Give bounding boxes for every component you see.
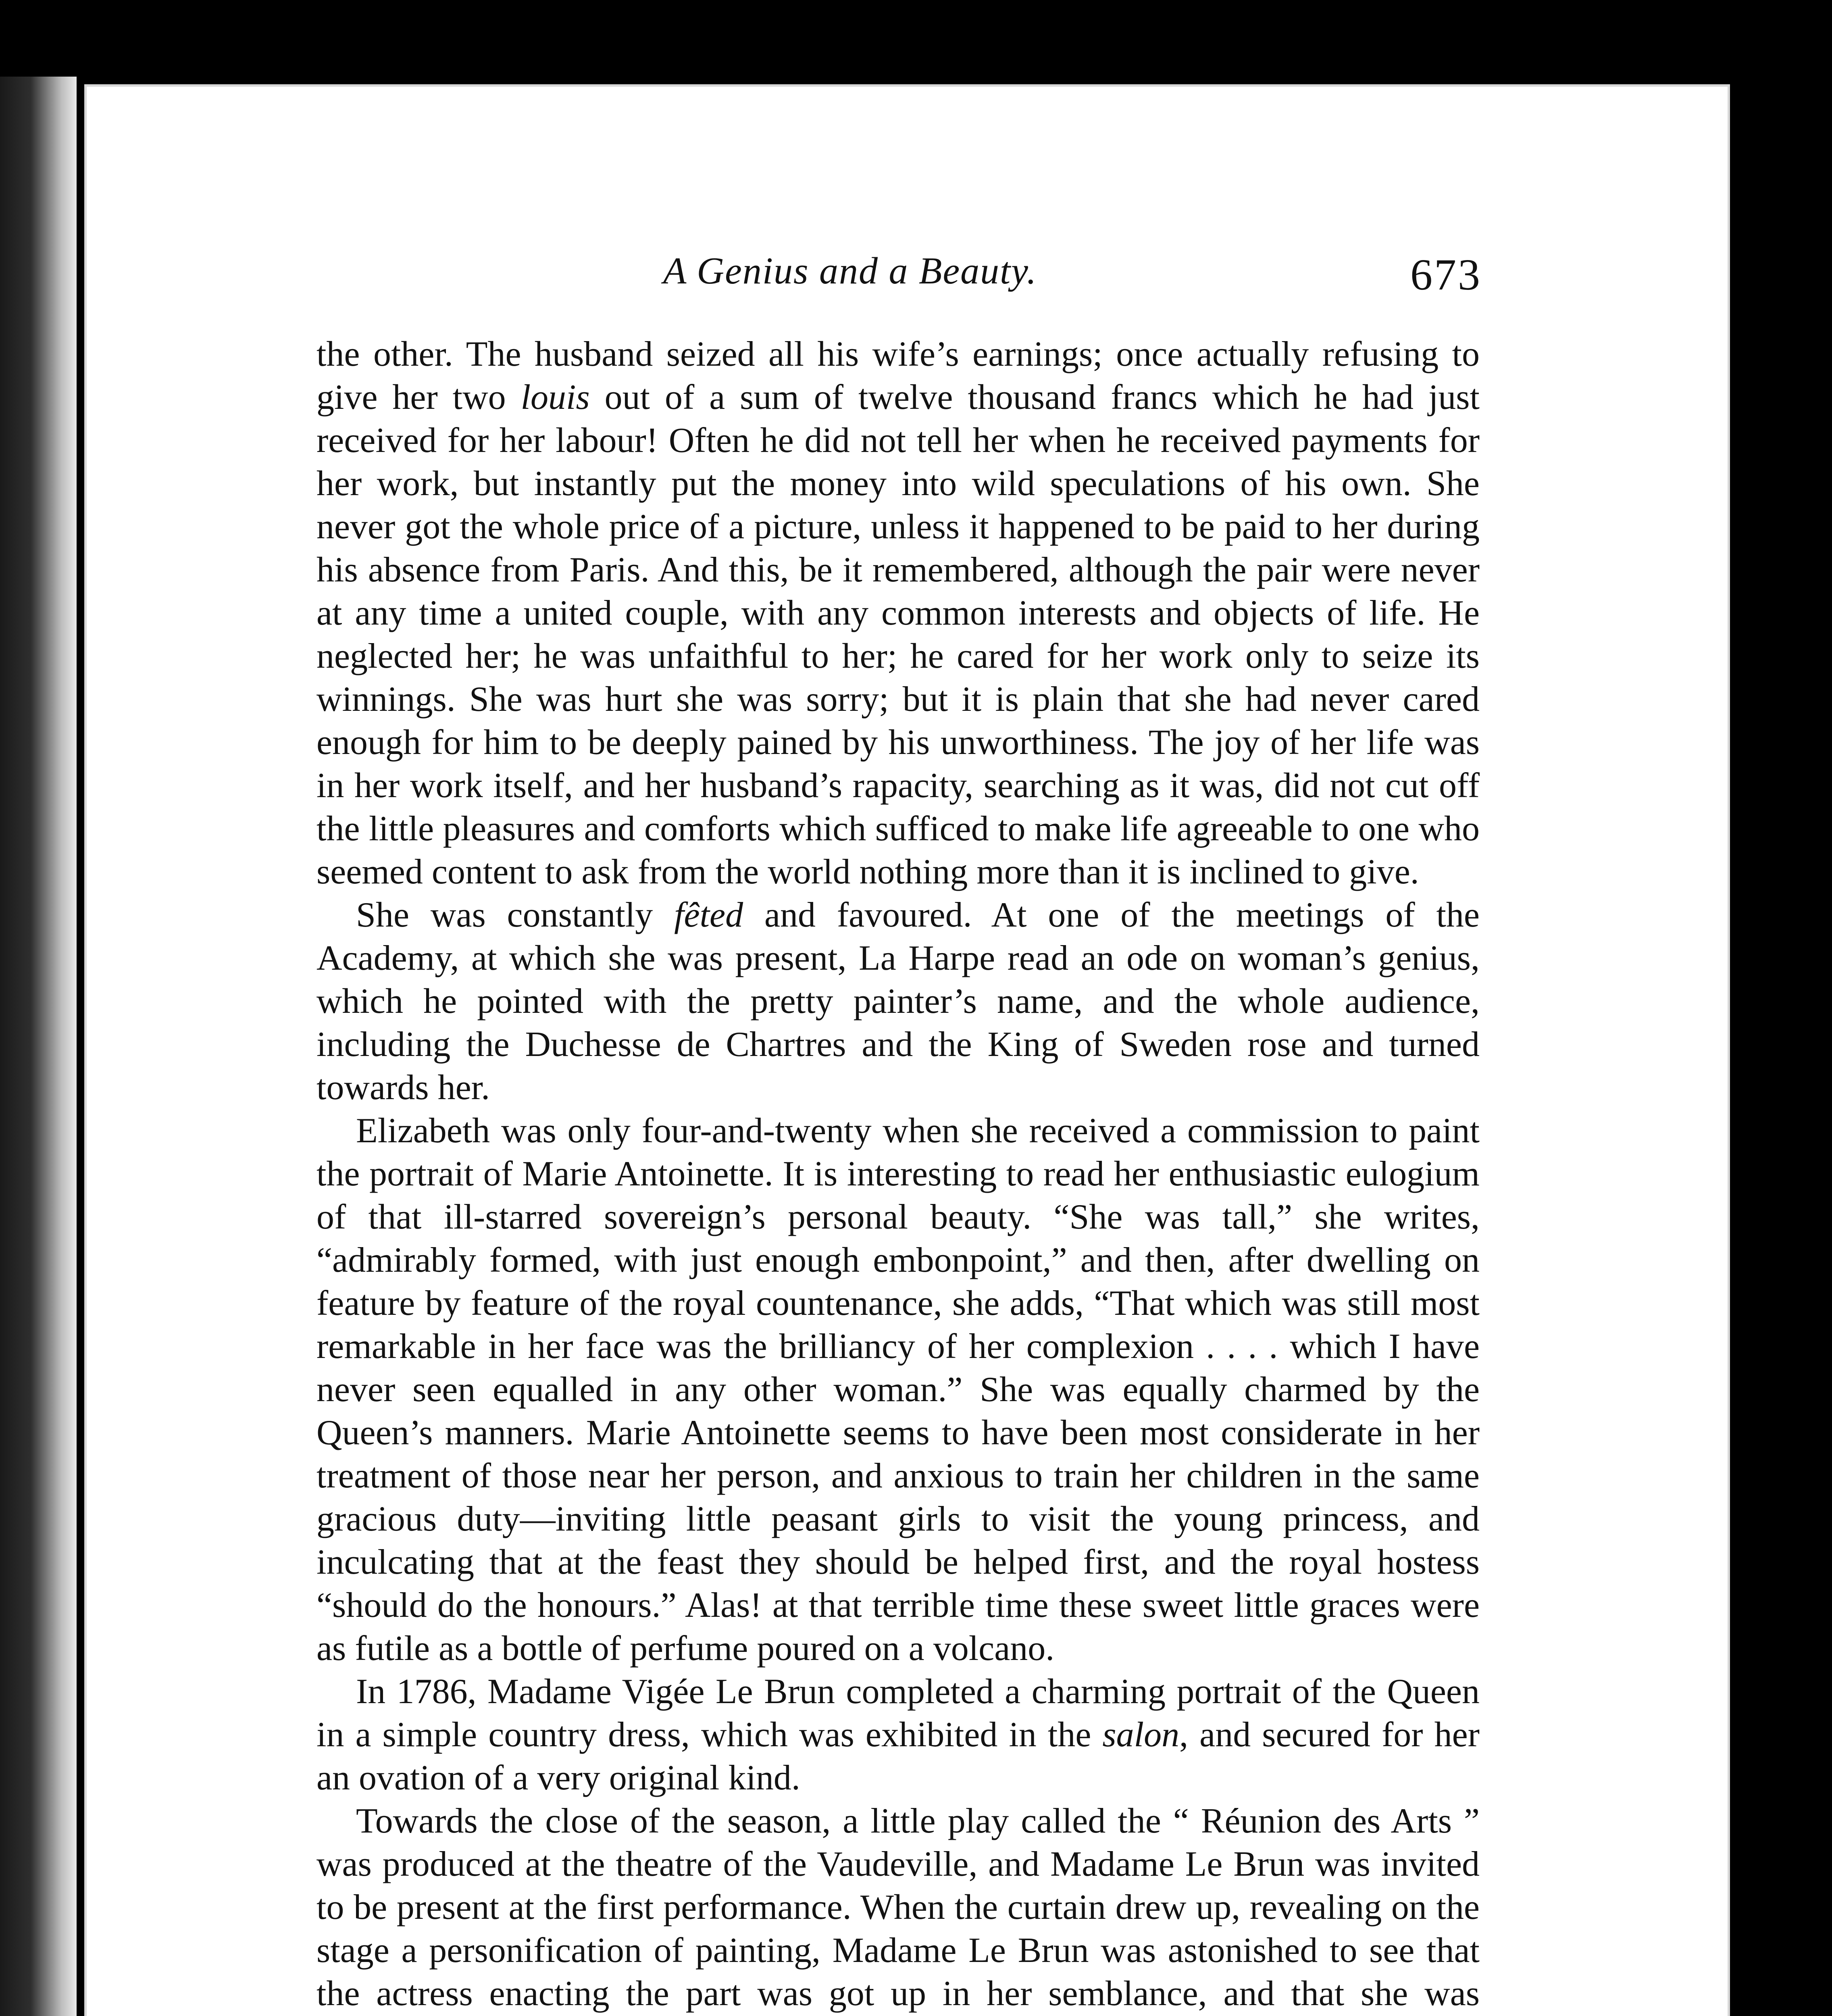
paragraph: [316, 333, 1480, 893]
page-header: [663, 249, 1482, 322]
text-run: Towards the close of the season, a little play called the “ Réunion des Arts ” was produced at the theatre of the Vaudeville, and Madame Le Brun was invited to be present at the first performance. When the curtain drew up, revealing on the stage a personification of painting, Madame Le Brun was astonished to see that the actress enacting the part was got up in her semblance, and that she was: [316, 1801, 1480, 2013]
text-run: In 1786, Madame Vigée Le Brun completed a charming portrait of the Queen in a simple country dress, which was exhibited in the: [316, 1672, 1480, 1754]
italic-text-run: fêted: [674, 896, 743, 935]
text-run: out of a sum of twelve thousand francs which he had just received for her labour! Often he did not tell her when he received payments for her work, but instantly put the money into wild speculations of his own. She never got the whole price of a picture, unless it happened to be paid to her during his absence from Paris. And this, be it remembered, although the pair were never at any time a united couple, with any common interests and objects of life. He neglected her; he was unfaithful to her; he cared for her work only to seize its winnings. She was hurt she was sorry; but it is plain that she had never cared enough for him to be deeply pained by his unworthiness. The joy of her life was in her work itself, and her husband’s rapacity, searching as it was, did not cut off the little pleasures and comforts which sufficed to make life agreeable to one who seemed content to ask from the world nothing more than it is inclined to give.: [316, 378, 1480, 891]
page-number: 673: [1410, 250, 1482, 299]
paragraph: [316, 1109, 1480, 1670]
body-text: [316, 333, 1480, 2016]
italic-text-run: salon: [1102, 1715, 1180, 1754]
scan-left-edge: [0, 77, 77, 2016]
text-run: She was constantly: [356, 896, 675, 935]
text-run: the other. The husband seized all his wife’s earnings; once actually refusing to give her two: [316, 335, 1480, 417]
text-run: and favoured. At one of the meetings of the Academy, at which she was present, La Harpe read an ode on woman’s genius, which he pointed with the pretty painter’s name, and the whole audience, including the Duchesse de Chartres and the King of Sweden rose and turned towards her.: [316, 896, 1480, 1107]
running-title: A Genius and a Beauty.: [663, 250, 1037, 292]
paragraph: [316, 1799, 1480, 2016]
text-run: , and secured for her an ovation of a very original kind.: [316, 1715, 1480, 1797]
italic-text-run: louis: [520, 378, 590, 417]
text-run: Elizabeth was only four-and-twenty when she received a commission to paint the portrait of Marie Antoinette. It is interesting to read her enthusiastic eulogium of that ill-starred sovereign’s personal beauty. “She was tall,” she writes, “admirably formed, with just enough embonpoint,” and then, after dwelling on feature by feature of the royal countenance, she adds, “That which was still most remarkable in her face was the brilliancy of her complexion . . . . which I have never seen equalled in any other woman.” She was equally charmed by the Queen’s manners. Marie Antoinette seems to have been most considerate in her treatment of those near her person, and anxious to train her children in the same gracious duty—inviting little peasant girls to visit the young princess, and inculcating that at the feast they should be helped first, and the royal hostess “should do the honours.” Alas! at that terrible time these sweet little graces were as futile as a bottle of perfume poured on a volcano.: [316, 1111, 1480, 1668]
paragraph: [316, 893, 1480, 1109]
paragraph: [316, 1670, 1480, 1799]
